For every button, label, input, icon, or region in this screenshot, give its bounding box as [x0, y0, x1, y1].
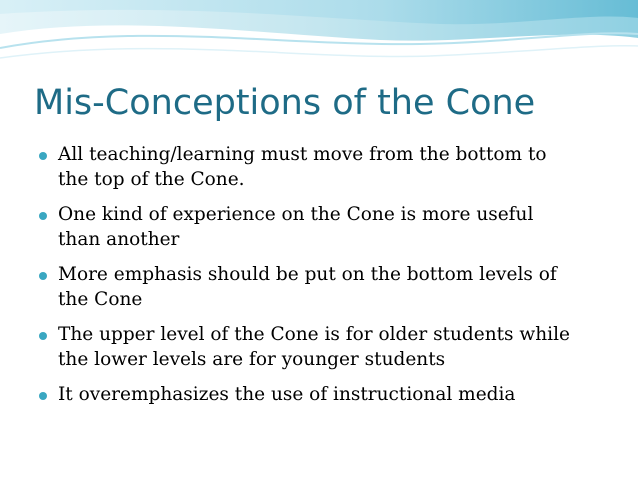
- bullet-text-line: It overemphasizes the use of instructional media: [58, 384, 516, 405]
- bullet-text-line: The upper level of the Cone is for older students while: [58, 324, 570, 345]
- bullet-text-line: than another: [58, 229, 180, 250]
- bullet-text-line: More emphasis should be put on the bottom levels of: [58, 264, 557, 285]
- bullet-text-line: the Cone: [58, 289, 143, 310]
- bullet-dot-icon: [39, 152, 47, 160]
- bullet-dot-icon: [39, 212, 47, 220]
- bullet-dot-icon: [39, 392, 47, 400]
- bullet-text-line: All teaching/learning must move from the bottom to: [58, 144, 547, 165]
- header-wave-decoration: [0, 0, 638, 80]
- bullet-dot-icon: [39, 332, 47, 340]
- bullet-text-line: the lower levels are for younger students: [58, 349, 446, 370]
- bullet-dot-icon: [39, 272, 47, 280]
- bullet-text-line: the top of the Cone.: [58, 169, 245, 190]
- bullet-text-line: One kind of experience on the Cone is more useful: [58, 204, 534, 225]
- wave-highlight-line-2: [0, 46, 638, 58]
- slide-title: Mis-Conceptions of the Cone: [34, 83, 536, 123]
